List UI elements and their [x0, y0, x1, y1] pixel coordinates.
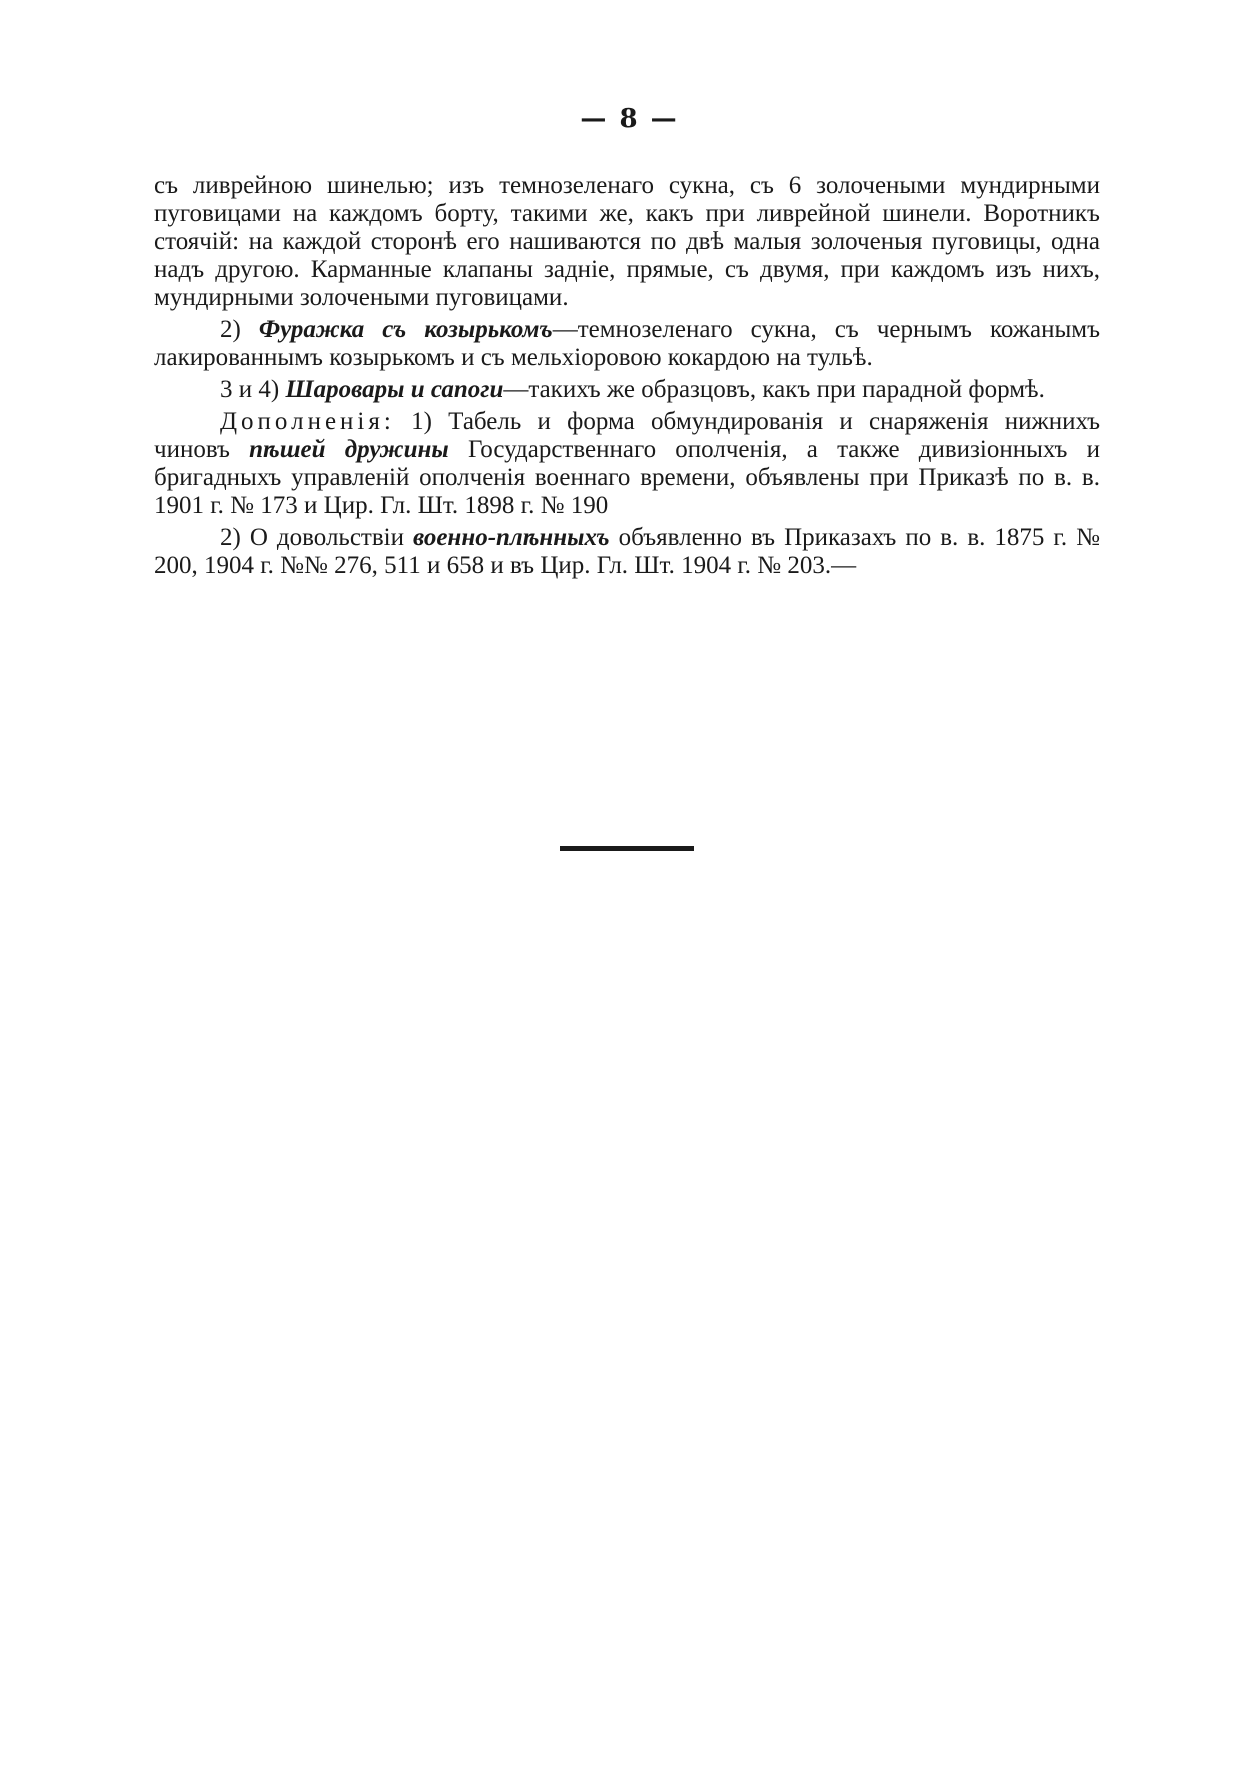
item-3-4-term: Шаровары и сапоги — [285, 376, 504, 403]
page-number: — 8 — — [580, 104, 679, 134]
item-3-4-text: —такихъ же образцовъ, какъ при парадной формѣ. — [503, 376, 1045, 403]
paragraph-supplement-2 — [154, 524, 1100, 580]
paragraph-supplements — [154, 408, 1100, 520]
supplements-text-a: 1) Табель и форма обмундированія и снаряженія нижнихъ чиновъ — [154, 408, 1100, 463]
supplement-2-text: объявленно въ Приказахъ по в. в. 1875 г. № 200, 1904 г. №№ 276, 511 и 658 и въ Цир. Гл. Шт. 1904 г. № 203.— — [154, 524, 1100, 579]
item-3-4-number: 3 и 4) — [220, 376, 286, 403]
paragraph-item-3-4 — [154, 376, 1100, 404]
section-end-rule — [560, 846, 694, 851]
supplement-2-lead: 2) О довольствіи — [220, 524, 413, 551]
paragraph-continuation: съ ливрейною шинелью; изъ темнозеленаго сукна, съ 6 золочеными мундирными пуговицами на каждомъ борту, такими же, какъ при ливрейной шинели. Воротникъ стоячій: на каждой сторонѣ его нашиваются по двѣ малыя золоченыя пуговицы, одна надъ другою. Карманные клапаны задніе, прямые, съ двумя, при каждомъ изъ нихъ, мундирными золочеными пуговицами. — [154, 172, 1100, 311]
item-2-text: —темнозеленаго сукна, съ чернымъ кожанымъ лакированнымъ козырькомъ и съ мельхіоровою кокардою на тульѣ. — [154, 316, 1101, 371]
supplements-text-b: Государственнаго ополченія, а также дивизіонныхъ и бригадныхъ управленій ополченія военнаго времени, объявлены при Приказѣ по в. в. 1901 г. № 173 и Цир. Гл. Шт. 1898 г. № 190 — [154, 436, 1100, 519]
supplements-term: пѣшей дружины — [249, 436, 449, 463]
supplements-heading: Дополненія: — [220, 408, 395, 435]
item-2-term: Фуражка съ козырькомъ — [258, 316, 553, 343]
item-2-number: 2) — [220, 316, 259, 343]
supplement-2-term: военно-плѣнныхъ — [413, 524, 610, 551]
paragraph-item-2 — [154, 316, 1100, 372]
body-text — [154, 172, 1100, 580]
